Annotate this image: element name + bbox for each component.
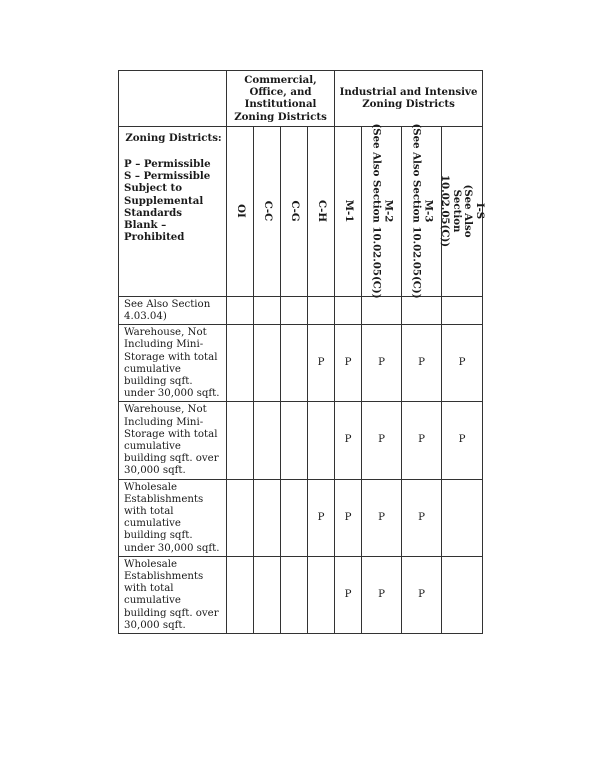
cell-m-2 — [362, 296, 402, 324]
cell-c-c — [254, 479, 281, 556]
column-header-m-2 — [362, 123, 402, 299]
cell-m-3: P — [402, 556, 442, 633]
cell-m-1: P — [335, 556, 362, 633]
column-header-oi — [227, 126, 254, 296]
row-label: Warehouse, Not Including Mini-Storage with total cumulative building sqft. under 30,000 sqft. — [119, 325, 227, 402]
cell-m-1: P — [335, 402, 362, 479]
column-header-c-h — [308, 126, 335, 296]
group-header-row — [119, 71, 483, 127]
cell-oi — [227, 402, 254, 479]
table-row — [119, 402, 483, 479]
cell-c-c — [254, 402, 281, 479]
cell-c-h: P — [308, 479, 335, 556]
column-code: C-H — [315, 200, 328, 223]
cell-m-2: P — [362, 402, 402, 479]
empty-corner-cell — [119, 71, 227, 127]
cell-c-h — [308, 556, 335, 633]
cell-c-g — [281, 402, 308, 479]
cell-m-3: P — [402, 402, 442, 479]
cell-c-c — [254, 325, 281, 402]
cell-m-1 — [335, 296, 362, 324]
row-label: Warehouse, Not Including Mini-Storage with total cumulative building sqft. over 30,000 sqft. — [119, 402, 227, 479]
cell-c-g — [281, 479, 308, 556]
group-header-industrial: Industrial and Intensive Zoning Districts — [335, 71, 483, 127]
cell-m-1: P — [335, 325, 362, 402]
cell-i-s — [442, 296, 483, 324]
column-note: (See Also Section 10.02.05(C)) — [439, 175, 475, 248]
cell-c-g — [281, 325, 308, 402]
column-header-c-c — [254, 126, 281, 296]
legend-supplemental: S – Permissible Subject to Supplemental Standards — [124, 170, 211, 219]
column-code: C-G — [288, 200, 301, 222]
column-code: M-2 — [382, 200, 395, 223]
cell-c-h: P — [308, 325, 335, 402]
column-code: M-3 — [422, 200, 435, 223]
column-note: (See Also Section 10.02.05(C)) — [370, 123, 383, 299]
cell-c-h — [308, 402, 335, 479]
cell-i-s: P — [442, 325, 483, 402]
column-header-c-g — [281, 126, 308, 296]
column-code: OI — [234, 204, 247, 219]
cell-oi — [227, 325, 254, 402]
column-note: (See Also Section 10.02.05(C)) — [410, 123, 423, 299]
cell-i-s: P — [442, 402, 483, 479]
cell-oi — [227, 479, 254, 556]
cell-m-3: P — [402, 325, 442, 402]
legend-cell — [119, 126, 227, 296]
table-row — [119, 556, 483, 633]
column-code: I-S — [474, 203, 487, 220]
legend-title: Zoning Districts: — [125, 131, 222, 144]
cell-m-2: P — [362, 479, 402, 556]
cell-m-2: P — [362, 325, 402, 402]
legend-prohibited: Blank – Prohibited — [124, 219, 185, 244]
group-header-commercial: Commercial, Office, and Institutional Zoning Districts — [227, 71, 335, 127]
cell-oi — [227, 556, 254, 633]
cell-m-3 — [402, 296, 442, 324]
table-row — [119, 479, 483, 556]
column-header-m-1 — [335, 126, 362, 296]
zoning-use-table — [118, 70, 487, 634]
cell-c-g — [281, 556, 308, 633]
cell-c-c — [254, 556, 281, 633]
legend-permissible: P – Permissible — [124, 158, 211, 171]
table-row — [119, 325, 483, 402]
cell-i-s — [442, 556, 483, 633]
table-row — [119, 296, 483, 324]
cell-c-g — [281, 296, 308, 324]
cell-m-3: P — [402, 479, 442, 556]
row-label: See Also Section 4.03.04) — [119, 296, 227, 324]
column-code: C-C — [261, 201, 274, 222]
row-label: Wholesale Establishments with total cumulative building sqft. over 30,000 sqft. — [119, 556, 227, 633]
cell-c-c — [254, 296, 281, 324]
cell-oi — [227, 296, 254, 324]
cell-m-2: P — [362, 556, 402, 633]
column-header-m-3 — [402, 123, 442, 299]
cell-m-1: P — [335, 479, 362, 556]
column-header-row — [119, 126, 483, 296]
column-header-i-s — [439, 126, 487, 296]
cell-c-h — [308, 296, 335, 324]
row-label: Wholesale Establishments with total cumulative building sqft. under 30,000 sqft. — [119, 479, 227, 556]
column-code: M-1 — [342, 200, 355, 223]
cell-i-s — [442, 479, 483, 556]
